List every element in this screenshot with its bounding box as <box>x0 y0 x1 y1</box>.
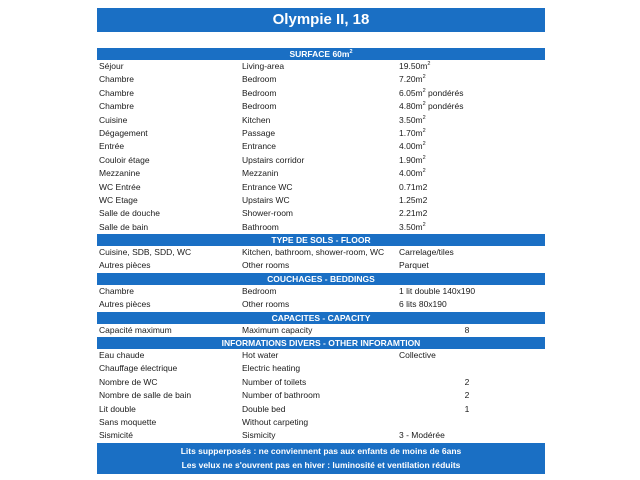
label-en: Bedroom <box>242 74 277 85</box>
table-row <box>97 285 545 298</box>
value <box>399 167 426 180</box>
value <box>399 140 426 153</box>
label-en: Entrance WC <box>242 181 293 192</box>
table-row <box>97 181 545 194</box>
table-row <box>97 167 545 180</box>
table-row <box>97 324 545 337</box>
value-text: 3.50m <box>399 221 423 232</box>
label-fr: Chambre <box>99 101 134 112</box>
label-fr: Chambre <box>99 74 134 85</box>
value-suffix: pondérés <box>425 101 464 112</box>
label-fr: Sans moquette <box>99 416 157 427</box>
floor-table <box>97 246 545 273</box>
label-fr: Nombre de salle de bain <box>99 390 192 401</box>
label-en: Sismicity <box>242 430 276 441</box>
table-row <box>97 154 545 167</box>
label-fr: Eau chaude <box>99 350 145 361</box>
value-text: Parquet <box>399 260 429 271</box>
value-text: 6 lits 80x190 <box>399 299 447 310</box>
table-row <box>97 298 545 311</box>
table-row <box>97 246 545 259</box>
table-row <box>97 403 545 416</box>
value-text: 1.25m2 <box>399 194 428 205</box>
value-sup: 2 <box>422 128 426 135</box>
label-en: Kitchen, bathroom, shower-room, WC <box>242 247 385 258</box>
value-text: Collective <box>399 350 436 361</box>
spacer <box>97 32 545 48</box>
other-info-header: INFORMATIONS DIVERS - OTHER INFORAMTION <box>97 337 545 349</box>
label-en: Passage <box>242 127 276 138</box>
label-en: Kitchen <box>242 114 271 125</box>
value <box>399 73 426 86</box>
value-sup: 2 <box>422 101 426 108</box>
table-row <box>97 259 545 272</box>
beddings-table <box>97 285 545 312</box>
label-en: Entrance <box>242 141 277 152</box>
label-en: Bedroom <box>242 87 277 98</box>
value-sup: 2 <box>422 168 426 175</box>
label-fr: Capacité maximum <box>99 324 172 335</box>
capacity-header: CAPACITES - CAPACITY <box>97 312 545 324</box>
count-value: 2 <box>464 376 470 387</box>
surface-table <box>97 60 545 234</box>
value-suffix: pondérés <box>425 87 464 98</box>
value-sup: 2 <box>422 154 426 161</box>
value-text: 3.50m <box>399 114 423 125</box>
value-text: 19.50m <box>399 61 428 71</box>
value-text: 6.05m <box>399 87 423 98</box>
value-text: 1.90m <box>399 154 423 165</box>
beddings-header: COUCHAGES - BEDDINGS <box>97 273 545 285</box>
label-en: Bedroom <box>242 285 277 296</box>
floor-header: TYPE DE SOLS - FLOOR <box>97 234 545 246</box>
value-text: 4.00m <box>399 168 423 179</box>
table-row <box>97 429 545 442</box>
footer-notice <box>97 443 545 474</box>
label-en: Other rooms <box>242 260 290 271</box>
count-value: 2 <box>464 390 470 401</box>
label-fr: Cuisine <box>99 114 128 125</box>
value <box>399 194 427 207</box>
value-sup: 2 <box>422 114 426 121</box>
value-sup: 2 <box>427 61 431 68</box>
label-fr: Chambre <box>99 285 134 296</box>
property-sheet <box>97 8 545 474</box>
label-fr: Mezzanine <box>99 168 141 179</box>
other-info-table <box>97 349 545 443</box>
footer-line-1: Lits supperposés : ne conviennent pas aux enfants de moins de 6ans <box>180 445 462 456</box>
value <box>399 221 426 234</box>
table-row <box>97 60 545 73</box>
surface-header-text: SURFACE 60m <box>289 49 350 59</box>
label-fr: Salle de bain <box>99 221 149 232</box>
value-sup: 2 <box>422 87 426 94</box>
value-text: 7.20m <box>399 74 423 85</box>
value-text: 4.80m <box>399 101 423 112</box>
value <box>399 87 464 100</box>
table-row <box>97 87 545 100</box>
value <box>399 154 426 167</box>
table-row <box>97 73 545 86</box>
value <box>399 207 427 220</box>
value-text: 3 - Modérée <box>399 430 445 441</box>
label-en: Upstairs corridor <box>242 154 305 165</box>
table-row <box>97 221 545 234</box>
label-en: Without carpeting <box>242 416 309 427</box>
table-row <box>97 389 545 402</box>
surface-header-sup: 2 <box>349 49 353 56</box>
label-fr: Autres pièces <box>99 260 151 271</box>
label-fr: Sismicité <box>99 430 134 441</box>
value-text: 2.21m2 <box>399 208 428 219</box>
label-fr: Séjour <box>99 61 124 71</box>
value <box>399 349 436 362</box>
label-en: Electric heating <box>242 363 301 374</box>
value <box>399 259 429 272</box>
value-sup: 2 <box>422 74 426 81</box>
footer-line-2: Les velux ne s'ouvrent pas en hiver : luminosité et ventilation réduits <box>181 459 461 470</box>
value <box>399 298 447 311</box>
table-row <box>97 349 545 362</box>
label-en: Double bed <box>242 403 286 414</box>
table-row <box>97 114 545 127</box>
value <box>399 285 475 298</box>
label-en: Other rooms <box>242 299 290 310</box>
value-text: Carrelage/tiles <box>399 247 454 258</box>
label-en: Number of bathroom <box>242 390 320 401</box>
table-row <box>97 416 545 429</box>
label-en: Shower-room <box>242 208 294 219</box>
label-fr: WC Entrée <box>99 181 141 192</box>
value <box>399 181 427 194</box>
label-en: Bathroom <box>242 221 279 232</box>
value-sup: 2 <box>422 141 426 148</box>
table-row <box>97 100 545 113</box>
label-fr: Entrée <box>99 141 125 152</box>
count-value: 8 <box>464 324 470 335</box>
table-row <box>97 194 545 207</box>
page-title: Olympie II, 18 <box>97 8 545 32</box>
label-fr: Nombre de WC <box>99 376 158 387</box>
value <box>399 100 464 113</box>
label-en: Maximum capacity <box>242 324 313 335</box>
value <box>399 60 430 73</box>
label-fr: Dégagement <box>99 127 148 138</box>
surface-header <box>97 48 545 60</box>
label-fr: WC Etage <box>99 194 138 205</box>
label-en: Upstairs WC <box>242 194 290 205</box>
label-en: Hot water <box>242 350 279 361</box>
table-row <box>97 140 545 153</box>
label-fr: Couloir étage <box>99 154 150 165</box>
label-en: Mezzanin <box>242 168 279 179</box>
label-fr: Chauffage électrique <box>99 363 178 374</box>
value <box>399 127 426 140</box>
label-fr: Autres pièces <box>99 299 151 310</box>
label-en: Living-area <box>242 61 285 71</box>
value-text: 1 lit double 140x190 <box>399 285 476 296</box>
table-row <box>97 127 545 140</box>
count-value: 1 <box>464 403 470 414</box>
value <box>399 429 445 442</box>
value <box>399 246 454 259</box>
table-row <box>97 362 545 375</box>
table-row <box>97 207 545 220</box>
value-text: 0.71m2 <box>399 181 428 192</box>
capacity-table <box>97 324 545 337</box>
value-text: 4.00m <box>399 141 423 152</box>
label-fr: Lit double <box>99 403 136 414</box>
label-fr: Salle de douche <box>99 208 160 219</box>
label-fr: Chambre <box>99 87 134 98</box>
label-en: Number of toilets <box>242 376 307 387</box>
value <box>399 114 426 127</box>
table-row <box>97 376 545 389</box>
label-fr: Cuisine, SDB, SDD, WC <box>99 247 192 258</box>
value-text: 1.70m <box>399 127 423 138</box>
value-sup: 2 <box>422 221 426 228</box>
label-en: Bedroom <box>242 101 277 112</box>
